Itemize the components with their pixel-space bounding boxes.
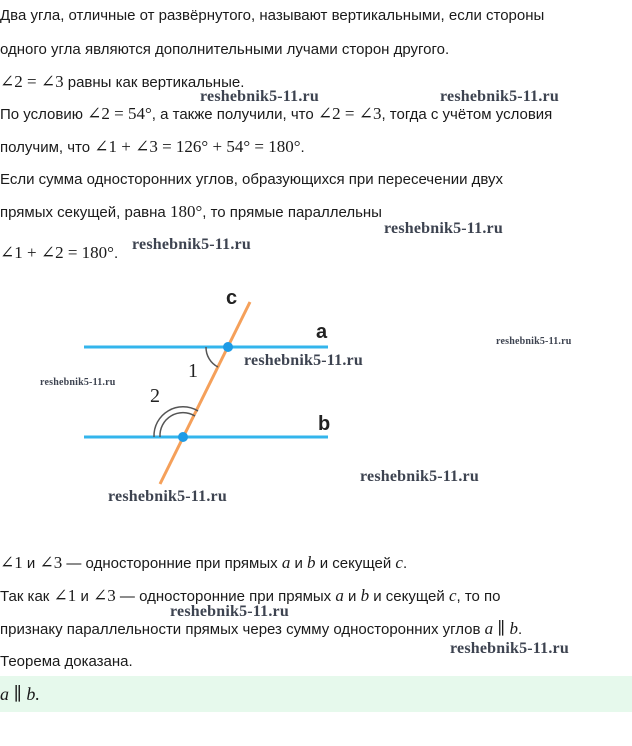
- math: ∠2 = ∠3: [317, 104, 382, 123]
- text: Так как: [0, 588, 54, 605]
- math: a: [281, 553, 291, 572]
- text-line-1: Два угла, отличные от развёрнутого, называют вертикальными, если стороны: [0, 7, 545, 24]
- watermark: reshebnik5-11.ru: [450, 640, 569, 657]
- text: , то по: [456, 588, 501, 605]
- math: ∠1: [0, 553, 23, 572]
- angle-1-arc: [206, 347, 218, 367]
- math: 180°: [169, 202, 203, 221]
- math: a: [335, 586, 344, 605]
- text: прямых секущей, равна: [0, 204, 170, 221]
- text: По условию: [0, 106, 88, 123]
- watermark: reshebnik5-11.ru: [200, 88, 319, 105]
- watermark: reshebnik5-11.ru: [108, 488, 227, 505]
- watermark: reshebnik5-11.ru: [440, 88, 559, 105]
- text: и секущей: [369, 588, 449, 605]
- text-line-11: [0, 619, 522, 640]
- text: и: [76, 588, 93, 605]
- text: и: [22, 555, 40, 572]
- text: и: [290, 555, 308, 572]
- math: c: [395, 553, 403, 572]
- text-line-12: Теорема доказана.: [0, 653, 133, 670]
- label-b: b: [318, 413, 331, 435]
- text: .: [300, 139, 305, 156]
- text: признаку параллельности прямых через сумму односторонних углов: [0, 621, 485, 638]
- math-angle-equality: ∠2 = ∠3: [0, 72, 64, 91]
- text: и: [343, 588, 361, 605]
- transversal-c: [160, 302, 250, 484]
- watermark: reshebnik5-11.ru: [360, 468, 479, 485]
- intersection-point-b: [178, 432, 188, 442]
- label-a: a: [316, 321, 328, 343]
- watermark: reshebnik5-11.ru: [244, 352, 363, 369]
- text: и секущей: [315, 555, 396, 572]
- math: ∠1 + ∠2 = 180°: [0, 243, 114, 262]
- text: — односторонние при прямых: [115, 588, 336, 605]
- watermark: reshebnik5-11.ru: [496, 336, 572, 347]
- watermark: reshebnik5-11.ru: [132, 236, 251, 253]
- label-c: c: [226, 287, 238, 309]
- watermark: reshebnik5-11.ru: [40, 377, 116, 388]
- watermark: reshebnik5-11.ru: [170, 603, 289, 620]
- math: ∠1 + ∠3 = 126° + 54° = 180°: [94, 137, 301, 156]
- text: получим, что: [0, 139, 95, 156]
- text: , а также получили, что: [151, 106, 318, 123]
- text: — односторонние при прямых: [62, 555, 282, 572]
- text-line-2: одного угла являются дополнительными лучами сторон другого.: [0, 41, 450, 58]
- text: .: [518, 621, 523, 638]
- math: ∠3: [39, 553, 63, 572]
- text: , то прямые параллельны: [202, 204, 382, 221]
- math: ∠3: [93, 586, 116, 605]
- text: .: [402, 555, 408, 572]
- label-angle-2: 2: [150, 385, 160, 407]
- text-line-9: [0, 553, 407, 574]
- answer-text: a ∥ b.: [0, 684, 40, 704]
- math: ∠1: [53, 586, 77, 605]
- answer-box: [0, 676, 632, 712]
- label-angle-1: 1: [188, 360, 198, 382]
- math: ∠2 = 54°: [87, 104, 152, 123]
- text: , тогда с учётом условия: [381, 106, 553, 123]
- math: b: [360, 586, 370, 605]
- text: равны как вертикальные.: [63, 74, 245, 91]
- watermark: reshebnik5-11.ru: [384, 220, 503, 237]
- intersection-point-a: [223, 342, 233, 352]
- math: c: [448, 586, 457, 605]
- math: b: [307, 553, 316, 572]
- math: a ∥ b: [484, 619, 519, 638]
- text: .: [113, 245, 119, 262]
- text-line-6: Если сумма односторонних углов, образующихся при пересечении двух: [0, 171, 504, 188]
